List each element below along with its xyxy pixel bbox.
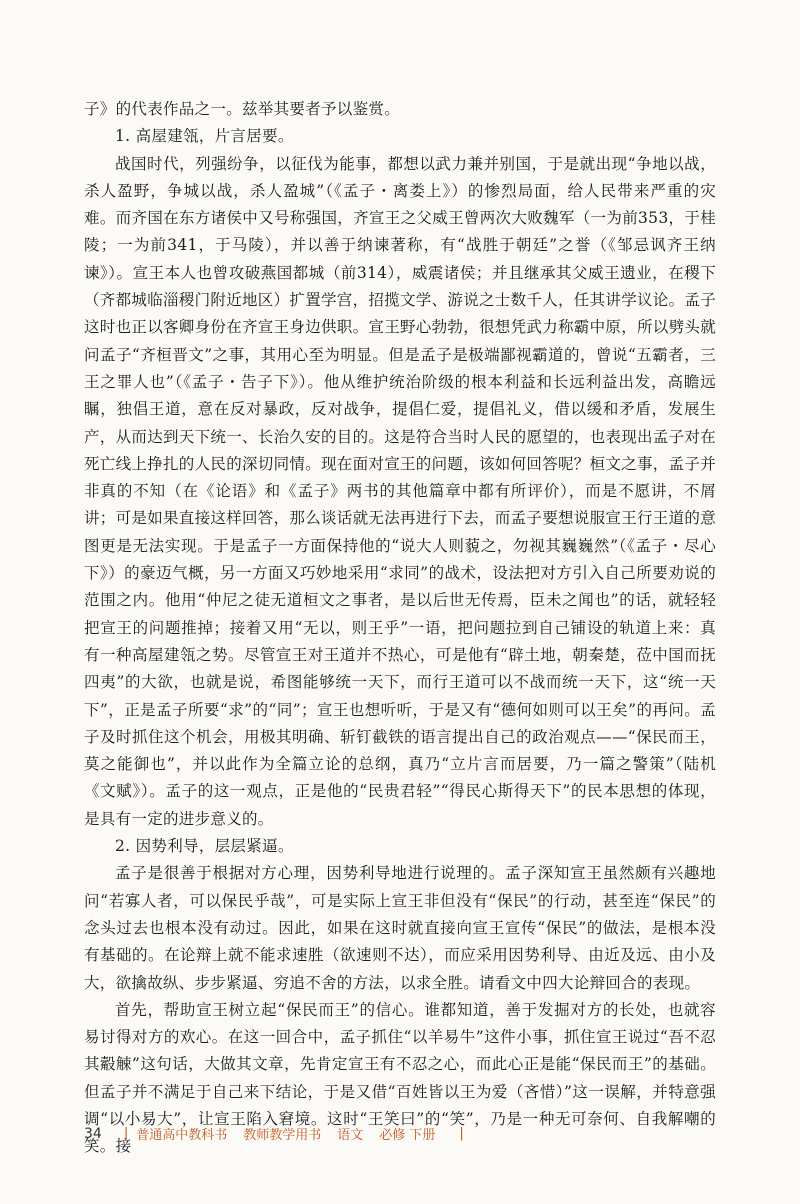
paragraph: 孟子是很善于根据对方心理，因势利导地进行说理的。孟子深知宣王虽然颇有兴趣地问“若寡人者，可以保民乎哉”，可是实际上宣王非但没有“保民”的行动，甚至连“保民”的念头过去也根本没有动过。因此，如果在这时就直接向宣王宣传“保民”的做法，是根本没有基础的。在论辩上就不能求速胜（欲速则不达），而应采用因势利导、由近及远、由小及大，欲擒故纵、步步紧逼、穷追不舍的方法，以求全胜。请看文中四大论辩回合的表现。 bbox=[84, 864, 716, 992]
section-heading-2: 2. 因势利导，层层紧逼。 bbox=[115, 837, 294, 856]
page-footer bbox=[84, 1124, 472, 1143]
footer-book-title: 普通高中教科书 bbox=[136, 1128, 228, 1143]
footer-volume: 必修 下册 bbox=[379, 1128, 436, 1143]
paragraph-continuation: 子》的代表作品之一。兹举其要者予以鉴赏。 bbox=[84, 100, 401, 118]
footer-subject: 语文 bbox=[337, 1128, 364, 1143]
footer-book-part: 教师教学用书 bbox=[243, 1128, 322, 1143]
paragraph: 首先，帮助宣王树立起“保民而王”的信心。谁都知道，善于发掘对方的长处，也就容易讨得对方的欢心。在这一回合中，孟子抓住“以羊易牛”这件小事，抓住宣王说过“吾不忍其觳觫”这句话，大做其文章，先肯定宣王有不忍之心，而此心正是能“保民而王”的基础。但孟子并不满足于自己来下结论，于是又借“百姓皆以王为爱（吝惜）”这一误解，并特意强调“以小易大”，让宣王陷入窘境。这时“王笑曰”的“笑”，乃是一种无可奈何、自我解嘲的笑。接 bbox=[84, 1000, 716, 1156]
footer-separator: | bbox=[123, 1126, 129, 1141]
page-number: 34 bbox=[84, 1125, 102, 1142]
section-heading-1: 1. 高屋建瓴，片言居要。 bbox=[115, 127, 294, 146]
page-body bbox=[84, 96, 716, 1161]
footer-separator-end: | bbox=[459, 1126, 464, 1141]
paragraph: 战国时代，列强纷争，以征伐为能事，都想以武力兼并别国，于是就出现“争地以战，杀人盈野，争城以战，杀人盈城”（《孟子・离娄上》）的惨烈局面，给人民带来严重的灾难。而齐国在东方诸侯中又号称强国，齐宣王之父威王曾两次大败魏军（一为前353，于桂陵；一为前341，于马陵），并以善于纳谏著称，有“战胜于朝廷”之誉（《邹忌讽齐王纳谏》）。宣王本人也曾攻破燕国都城（前314），威震诸侯；并且继承其父威王遗业，在稷下（齐都城临淄稷门附近地区）扩置学宫，招揽文学、游说之士数千人，任其讲学议论。孟子这时也正以客卿身份在齐宣王身边供职。宣王野心勃勃，很想凭武力称霸中原，所以劈头就问孟子“齐桓晋文”之事，其用心至为明显。但是孟子是极端鄙视霸道的，曾说“五霸者，三王之罪人也”（《孟子・告子下》）。他从维护统治阶级的根本利益和长远利益出发，高瞻远瞩，独倡王道，意在反对暴政，反对战争，提倡仁爱，提倡礼义，借以缓和矛盾，发展生产，从而达到天下统一、长治久安的目的。这是符合当时人民的愿望的，也表现出孟子对在死亡线上挣扎的人民的深切同情。现在面对宣王的问题，该如何回答呢？桓文之事，孟子并非真的不知（在《论语》和《孟子》两书的其他篇章中都有所评价），而是不愿讲，不屑讲；可是如果直接这样回答，那么谈话就无法再进行下去，而孟子要想说服宣王行王道的意图更是无法实现。于是孟子一方面保持他的“说大人则藐之，勿视其巍巍然”（《孟子・尽心下》）的豪迈气概，另一方面又巧妙地采用“求同”的战术，设法把对方引入自己所要劝说的范围之内。他用“仲尼之徒无道桓文之事者，是以后世无传焉，臣未之闻也”的话，就轻轻把宣王的问题推掉；接着又用“无以，则王乎”一语，把问题拉到自己铺设的轨道上来：真有一种高屋建瓴之势。尽管宣王对王道并不热心，可是他有“辟土地，朝秦楚，莅中国而抚四夷”的大欲，也就是说，希图能够统一天下，而行王道可以不战而统一天下，这“统一天下”，正是孟子所要“求”的“同”；宣王也想听听，于是又有“德何如则可以王矣”的再问。孟子及时抓住这个机会，用极其明确、斩钉截铁的语言提出自己的政治观点——“保民而王，莫之能御也”，并以此作为全篇立论的总纲，真乃“立片言而居要，乃一篇之警策”（陆机《文赋》）。孟子的这一观点，正是他的“民贵君轻”“得民心斯得天下”的民本思想的体现，是具有一定的进步意义的。 bbox=[84, 154, 717, 828]
